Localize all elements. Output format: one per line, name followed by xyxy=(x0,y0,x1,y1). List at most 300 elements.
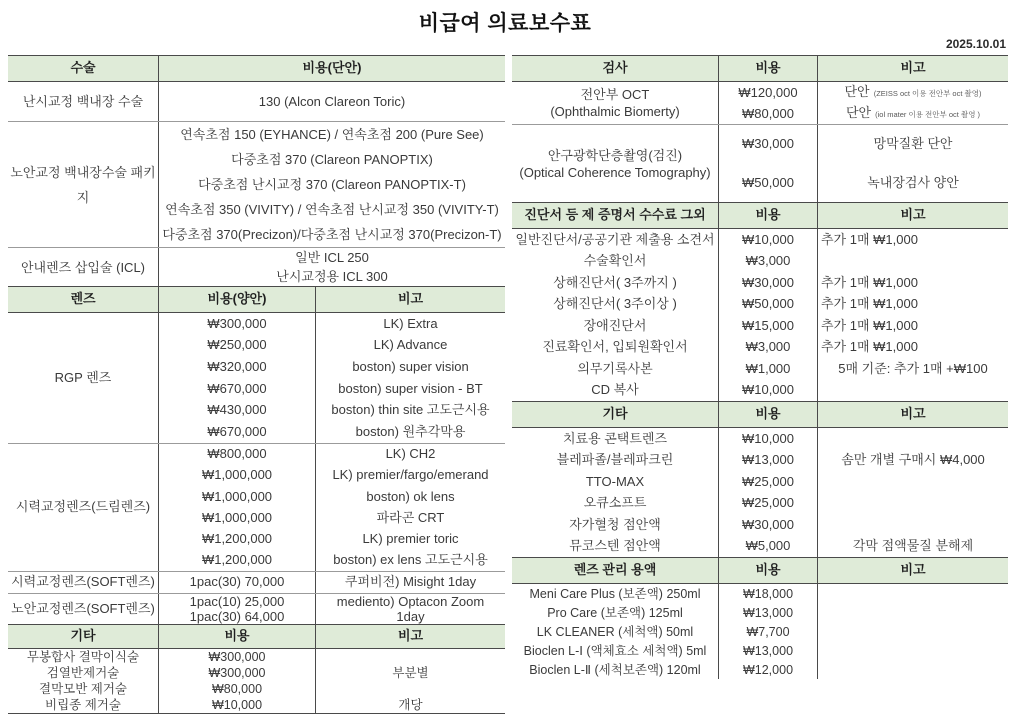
cell xyxy=(718,380,817,402)
cell-text: ₩10,000 xyxy=(211,697,263,712)
cell xyxy=(315,378,505,400)
cell-text xyxy=(512,86,718,103)
cell xyxy=(315,486,505,507)
table-row xyxy=(158,421,505,443)
cell-text xyxy=(316,423,505,441)
table-row xyxy=(512,294,1008,316)
cell-text xyxy=(316,315,505,333)
cell-text: 연속초점 350 (VIVITY) / 연속초점 난시교정 350 (VIVITY-T) xyxy=(165,202,499,217)
cell xyxy=(315,444,505,465)
cell xyxy=(315,697,505,713)
cell-text xyxy=(512,317,718,335)
cell-text xyxy=(512,623,718,641)
table-row xyxy=(158,486,505,507)
cell xyxy=(158,248,505,286)
cell-text: 1pac(30) 64,000 xyxy=(189,608,285,624)
cell-text xyxy=(818,104,1008,124)
row-group-body xyxy=(158,82,505,121)
cell-text xyxy=(818,83,1008,103)
row-group xyxy=(512,82,1008,124)
cell xyxy=(817,229,1008,251)
cell xyxy=(817,603,1008,622)
cell-text xyxy=(159,665,315,681)
cell-text xyxy=(719,360,817,378)
cell xyxy=(158,313,315,335)
cell-text: Bioclen L-Ⅰ (액체효소 세척액) 5ml xyxy=(523,643,707,658)
cell xyxy=(158,335,315,357)
cell-text xyxy=(818,360,1008,378)
table-section xyxy=(512,401,1008,557)
cell-text xyxy=(512,252,718,270)
table-row xyxy=(158,335,505,357)
table-row xyxy=(512,622,1008,641)
column-header xyxy=(817,558,1008,583)
cell xyxy=(158,421,315,443)
cell xyxy=(158,465,315,486)
cell-text xyxy=(159,315,315,333)
cell xyxy=(718,251,817,273)
cell-text: ₩13,000 xyxy=(741,452,795,468)
cell-text: 추가 1매 ₩1,000 xyxy=(821,339,918,355)
cell xyxy=(158,649,315,665)
cell-text xyxy=(821,317,918,335)
cell xyxy=(512,251,718,273)
row-group xyxy=(8,649,505,713)
cell xyxy=(158,356,315,378)
cell-text xyxy=(159,248,505,267)
cell-text xyxy=(159,609,315,624)
cell-text xyxy=(818,59,1008,77)
cell-text: 비립종 제거술 xyxy=(45,697,121,712)
cell xyxy=(512,622,718,641)
cell-text: 단안 xyxy=(845,104,872,120)
column-header xyxy=(8,625,158,648)
cell xyxy=(718,603,817,622)
row-group-body xyxy=(512,428,1008,557)
cell-text: ₩300,000 xyxy=(208,649,266,664)
cell-text xyxy=(719,623,817,641)
table-section xyxy=(512,202,1008,401)
table-row xyxy=(158,356,505,378)
cell xyxy=(315,550,505,571)
cell xyxy=(158,665,315,681)
cell-text: 개당 xyxy=(398,697,423,712)
cell-text: 진료확인서, 입퇴원확인서 xyxy=(542,339,688,355)
cell-text: ₩10,000 xyxy=(741,382,795,398)
cell-text xyxy=(512,338,718,356)
cell xyxy=(718,536,817,558)
table-row xyxy=(512,315,1008,337)
cell xyxy=(718,450,817,472)
table-row xyxy=(158,378,505,400)
cell-text: 수술확인서 xyxy=(583,253,647,269)
cell-text xyxy=(159,509,315,527)
table-row xyxy=(8,697,505,713)
table-section xyxy=(512,55,1008,202)
cell-text xyxy=(316,551,505,569)
cell-text: ₩80,000 xyxy=(741,105,795,121)
row-group-body xyxy=(158,594,505,624)
cell-text: LK CLEANER (세척액) 50ml xyxy=(536,624,694,639)
table-row xyxy=(8,665,505,681)
cell-text xyxy=(159,401,315,419)
cell xyxy=(315,421,505,443)
cell xyxy=(315,665,505,681)
column-header xyxy=(158,56,505,81)
cell-text xyxy=(159,466,315,484)
cell-text xyxy=(512,537,718,555)
cell-text xyxy=(316,380,505,398)
cell-text xyxy=(719,59,817,77)
cell xyxy=(512,337,718,359)
cell-footnote: (ZEISS oct 이용 전안부 oct 촬영) xyxy=(871,88,982,98)
cell-text: boston) ok lens xyxy=(366,488,455,504)
cell-text: 각막 점액물질 분해제 xyxy=(852,538,974,554)
cell-text: 다중초점 370 (Clareon PANOPTIX) xyxy=(231,152,433,167)
column-header xyxy=(718,56,817,81)
surgery-lens-table xyxy=(8,55,505,714)
cell-text: 무봉합사 결막이식술 xyxy=(26,649,140,664)
table-row xyxy=(512,358,1008,380)
cell xyxy=(817,164,1008,203)
cell xyxy=(315,572,505,593)
cell-text xyxy=(159,336,315,354)
cell xyxy=(817,82,1008,103)
cell xyxy=(158,82,505,121)
cell-text xyxy=(159,681,315,697)
cell-text: LK) Extra xyxy=(383,315,438,331)
cell xyxy=(315,335,505,357)
cell-text: 난시교정 백내장 수술 xyxy=(22,93,144,109)
cell-text: ₩430,000 xyxy=(207,402,267,418)
cell xyxy=(158,572,315,593)
table-row xyxy=(8,649,505,665)
cell-text xyxy=(719,381,817,399)
cell-text xyxy=(8,258,158,277)
cell-text xyxy=(719,135,817,153)
cell-text: LK) CH2 xyxy=(385,446,436,462)
cell-text xyxy=(512,604,718,622)
cell-text xyxy=(8,369,158,387)
table-row xyxy=(158,507,505,528)
cell xyxy=(817,272,1008,294)
cell-text: 상해진단서( 3주이상 ) xyxy=(553,296,677,312)
column-header xyxy=(158,287,315,312)
row-group-body xyxy=(512,584,1008,679)
column-header xyxy=(512,558,718,583)
cell xyxy=(817,450,1008,472)
column-header xyxy=(8,56,158,81)
row-group-body xyxy=(158,122,505,247)
cell xyxy=(718,471,817,493)
cell-text: 비용 xyxy=(755,207,781,222)
column-header xyxy=(512,56,718,81)
cell-text: 다중초점 난시교정 370 (Clareon PANOPTIX-T) xyxy=(198,177,466,192)
cell-text: ₩670,000 xyxy=(207,423,267,439)
cell-text xyxy=(719,405,817,423)
row-group xyxy=(8,121,505,247)
cell-text xyxy=(8,681,158,697)
table-row xyxy=(158,399,505,421)
cell xyxy=(817,514,1008,536)
cell-text: 렌즈 xyxy=(70,291,96,306)
cell-text xyxy=(719,231,817,249)
cell-text: 1pac(10) 25,000 xyxy=(189,593,285,609)
cell-text: ₩3,000 xyxy=(745,339,791,355)
cell-text: ₩1,000,000 xyxy=(201,467,273,483)
cell-text xyxy=(818,174,1008,192)
cell-text xyxy=(821,295,918,313)
cell xyxy=(718,337,817,359)
cell xyxy=(512,514,718,536)
page-title: 비급여 의료보수표 xyxy=(418,12,592,35)
row-group-label xyxy=(8,444,158,571)
table-row xyxy=(718,125,1008,164)
cell-text: ₩5,000 xyxy=(745,538,791,554)
table-row xyxy=(158,594,505,624)
cell-text: 비고 xyxy=(900,60,926,75)
cell xyxy=(817,380,1008,402)
cell xyxy=(512,315,718,337)
cell-text xyxy=(818,135,1008,153)
cell-text xyxy=(512,642,718,660)
cell-text xyxy=(719,317,817,335)
cell-text xyxy=(159,594,315,609)
cell-text xyxy=(316,336,505,354)
table-row xyxy=(158,550,505,571)
cell-text: LK) premier/fargo/emerand xyxy=(332,467,489,483)
cell xyxy=(158,594,315,624)
cell-text xyxy=(159,697,315,713)
cell-text: 렌즈 관리 용액 xyxy=(573,562,657,577)
cell xyxy=(512,294,718,316)
table-row xyxy=(512,603,1008,622)
column-header xyxy=(512,203,718,228)
cell xyxy=(512,450,718,472)
cell-text: ₩300,000 xyxy=(208,665,266,680)
cell-text: 연속초점 150 (EYHANCE) / 연속초점 200 (Pure See) xyxy=(180,127,484,142)
cell-text: 비고 xyxy=(397,627,424,643)
cell-text xyxy=(719,252,817,270)
row-group xyxy=(8,593,505,624)
cell xyxy=(817,103,1008,124)
cell-text: ₩13,000 xyxy=(742,605,794,620)
cell xyxy=(158,528,315,549)
exam-certificate-table xyxy=(512,55,1008,679)
cell-text xyxy=(512,430,718,448)
cell-text xyxy=(818,561,1008,579)
section-header-row xyxy=(8,286,505,313)
row-group-body xyxy=(158,444,505,571)
table-section xyxy=(8,624,505,714)
cell xyxy=(817,584,1008,603)
cell xyxy=(512,428,718,450)
cell-text xyxy=(719,473,817,491)
cell-text xyxy=(512,360,718,378)
cell-text: 추가 1매 ₩1,000 xyxy=(821,317,918,333)
cell-text xyxy=(316,445,505,463)
cell-text xyxy=(8,697,158,713)
cell-text: 일반 ICL 250 xyxy=(295,250,369,265)
cell-text xyxy=(512,59,718,77)
cell-text xyxy=(512,206,718,224)
row-group-body xyxy=(158,572,505,593)
cell-text xyxy=(8,93,158,111)
cell-text: LK) premier toric xyxy=(362,530,459,546)
column-header xyxy=(512,402,718,427)
cell-text xyxy=(719,430,817,448)
cell-text xyxy=(159,172,505,197)
cell xyxy=(8,649,158,665)
cell-text xyxy=(316,401,505,419)
cell-text xyxy=(159,147,505,172)
cell-text xyxy=(512,561,718,579)
cell-text xyxy=(8,290,158,308)
cell-text: ₩1,000 xyxy=(745,360,791,376)
cell-text: 비고 xyxy=(397,291,424,306)
cell-text xyxy=(818,537,1008,555)
cell-text xyxy=(821,338,918,356)
cell-text xyxy=(316,509,505,527)
cell-text xyxy=(316,290,505,308)
cell-text xyxy=(159,628,315,644)
cell xyxy=(158,122,505,247)
cell-text: 비용(단안) xyxy=(302,60,362,75)
cell-text: 오큐소프트 xyxy=(583,495,647,511)
cell-text: ₩13,000 xyxy=(742,643,794,658)
table-row xyxy=(158,313,505,335)
cell-text: 비용 xyxy=(224,627,250,643)
cell xyxy=(158,444,315,465)
cell xyxy=(512,272,718,294)
table-row xyxy=(512,450,1008,472)
cell-text: Meni Care Plus (보존액) 250ml xyxy=(529,586,701,601)
cell-text: 비고 xyxy=(900,406,926,421)
table-row xyxy=(158,122,505,247)
cell-text: (Ophthalmic Biomerty) xyxy=(550,104,680,119)
cell-text: ₩50,000 xyxy=(741,296,795,312)
cell-text: 솜만 개별 구매시 ₩4,000 xyxy=(841,452,985,468)
cell xyxy=(315,356,505,378)
cell-text: 쿠퍼비전) Misight 1day xyxy=(344,574,477,590)
cell-text xyxy=(719,561,817,579)
cell-text: 녹내장검사 양안 xyxy=(867,174,959,190)
cell-text xyxy=(159,445,315,463)
cell-text: 안구광학단층촬영(검진) xyxy=(547,147,683,163)
column-header xyxy=(718,402,817,427)
cell-text xyxy=(8,59,158,77)
cell-text xyxy=(8,601,158,616)
cell xyxy=(718,622,817,641)
cell xyxy=(315,507,505,528)
cell xyxy=(512,471,718,493)
cell xyxy=(512,229,718,251)
row-group xyxy=(512,124,1008,202)
cell-text xyxy=(512,103,718,120)
cell xyxy=(315,313,505,335)
cell-text xyxy=(719,661,817,679)
cell-text: ₩30,000 xyxy=(741,274,795,290)
cell xyxy=(158,681,315,697)
table-row xyxy=(512,471,1008,493)
row-group-label xyxy=(8,82,158,121)
cell-text xyxy=(159,290,315,308)
table-section xyxy=(512,557,1008,679)
cell xyxy=(718,514,817,536)
table-row xyxy=(512,251,1008,273)
cell xyxy=(8,681,158,697)
cell-text xyxy=(719,206,817,224)
cell xyxy=(817,428,1008,450)
cell-text: 비용 xyxy=(755,60,781,75)
cell-text: TTO-MAX xyxy=(585,473,645,489)
table-row xyxy=(512,428,1008,450)
cell-text xyxy=(159,222,505,247)
cell-text: 비용 xyxy=(755,562,781,577)
cell-text xyxy=(159,122,505,147)
row-group-label xyxy=(512,125,718,202)
row-group xyxy=(8,247,505,286)
table-row xyxy=(158,248,505,286)
row-group xyxy=(8,313,505,443)
cell-text: boston) thin site 고도근시용 xyxy=(331,402,490,418)
cell-text xyxy=(316,628,505,644)
table-row xyxy=(512,272,1008,294)
cell xyxy=(817,641,1008,660)
cell-text: 수술 xyxy=(70,60,96,75)
cell-text xyxy=(818,405,1008,423)
table-section xyxy=(8,55,505,286)
cell-text: 검사 xyxy=(602,60,628,75)
cell-text: 시력교정렌즈(SOFT렌즈) xyxy=(11,574,155,590)
cell-text: 결막모반 제거술 xyxy=(39,681,127,696)
cell xyxy=(718,103,817,124)
cell-text: LK) Advance xyxy=(373,337,448,353)
row-group-body xyxy=(8,649,505,713)
row-group xyxy=(8,571,505,593)
table-row xyxy=(512,641,1008,660)
cell-text xyxy=(512,516,718,534)
table-row xyxy=(512,536,1008,558)
column-header xyxy=(8,287,158,312)
cell-text: 노안교정렌즈(SOFT렌즈) xyxy=(11,601,155,617)
row-group-body xyxy=(158,248,505,286)
cell-text xyxy=(512,231,718,249)
cell-text: ₩12,000 xyxy=(742,662,794,677)
table-row xyxy=(512,337,1008,359)
cell-text: boston) ex lens 고도근시용 xyxy=(333,552,488,568)
cell xyxy=(817,294,1008,316)
cell xyxy=(512,584,718,603)
cell xyxy=(8,665,158,681)
cell-text: 검열반제거술 xyxy=(46,665,120,680)
row-group-label xyxy=(8,594,158,624)
cell xyxy=(512,660,718,679)
cell xyxy=(512,603,718,622)
cell xyxy=(158,486,315,507)
cell-text xyxy=(159,530,315,548)
cell xyxy=(817,493,1008,515)
cell-text xyxy=(8,573,158,591)
row-group-label xyxy=(8,572,158,593)
cell-text xyxy=(159,197,505,222)
table-section xyxy=(8,286,505,624)
cell-text: 기타 xyxy=(70,627,96,643)
cell-text: ₩1,200,000 xyxy=(201,530,273,546)
cell-text: RGP 렌즈 xyxy=(54,369,112,385)
cell xyxy=(718,229,817,251)
cell-text: ₩25,000 xyxy=(741,473,795,489)
